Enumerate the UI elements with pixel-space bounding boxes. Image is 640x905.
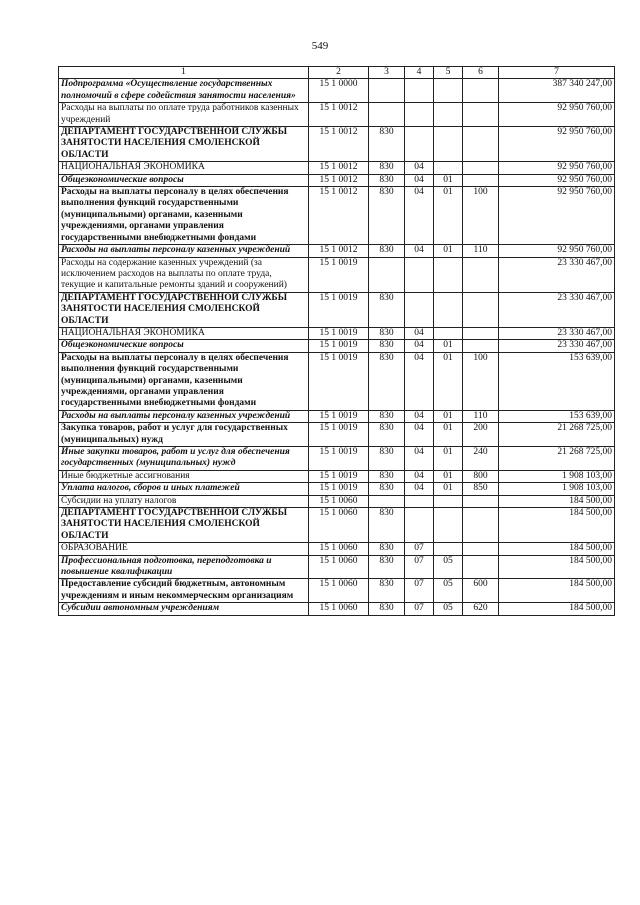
amount-cell: 92 950 760,00 [499, 127, 615, 162]
section-code-cell: 07 [405, 579, 434, 603]
admin-code-cell [369, 495, 405, 507]
expense-type-cell: 600 [463, 579, 499, 603]
table-row [59, 187, 615, 245]
section-code-cell [405, 508, 434, 543]
table-row [59, 245, 615, 257]
amount-cell: 184 500,00 [499, 603, 615, 615]
subsection-code-cell [434, 127, 463, 162]
table-row [59, 327, 615, 339]
expense-type-cell [463, 127, 499, 162]
target-code-cell: 15 1 0019 [309, 447, 369, 471]
table-row [59, 340, 615, 352]
section-code-cell: 07 [405, 555, 434, 579]
table-row [59, 103, 615, 127]
section-code-cell [405, 257, 434, 292]
amount-cell: 184 500,00 [499, 543, 615, 555]
admin-code-cell: 830 [369, 579, 405, 603]
target-code-cell: 15 1 0012 [309, 103, 369, 127]
expense-type-cell: 110 [463, 245, 499, 257]
target-code-cell: 15 1 0019 [309, 327, 369, 339]
expense-type-cell [463, 327, 499, 339]
admin-code-cell: 830 [369, 245, 405, 257]
subsection-code-cell: 01 [434, 340, 463, 352]
row-name-cell: Расходы на выплаты персоналу в целях обеспечения выполнения функций государственными (муниципальными) органами, казенными учреждениями, органами управления государственными внебюджетными фондами [59, 187, 309, 245]
expense-type-cell [463, 174, 499, 186]
row-name-cell: ОБРАЗОВАНИЕ [59, 543, 309, 555]
table-row [59, 292, 615, 327]
table-row [59, 603, 615, 615]
header-cell: 4 [405, 67, 434, 79]
target-code-cell: 15 1 0012 [309, 245, 369, 257]
section-code-cell: 04 [405, 483, 434, 495]
table-row [59, 579, 615, 603]
row-name-cell: Общеэкономические вопросы [59, 340, 309, 352]
row-name-cell: Расходы на выплаты по оплате труда работников казенных учреждений [59, 103, 309, 127]
admin-code-cell: 830 [369, 187, 405, 245]
admin-code-cell: 830 [369, 508, 405, 543]
row-name-cell: НАЦИОНАЛЬНАЯ ЭКОНОМИКА [59, 327, 309, 339]
admin-code-cell: 830 [369, 447, 405, 471]
expense-type-cell: 100 [463, 352, 499, 410]
subsection-code-cell [434, 327, 463, 339]
target-code-cell: 15 1 0060 [309, 508, 369, 543]
amount-cell: 1 908 103,00 [499, 483, 615, 495]
section-code-cell: 04 [405, 423, 434, 447]
admin-code-cell: 830 [369, 603, 405, 615]
admin-code-cell: 830 [369, 423, 405, 447]
subsection-code-cell: 01 [434, 423, 463, 447]
subsection-code-cell: 01 [434, 483, 463, 495]
table-row [59, 174, 615, 186]
amount-cell: 153 639,00 [499, 352, 615, 410]
page-number: 549 [311, 40, 329, 52]
subsection-code-cell [434, 292, 463, 327]
row-name-cell: ДЕПАРТАМЕНТ ГОСУДАРСТВЕННОЙ СЛУЖБЫ ЗАНЯТОСТИ НАСЕЛЕНИЯ СМОЛЕНСКОЙ ОБЛАСТИ [59, 127, 309, 162]
row-name-cell: Расходы на выплаты персоналу казенных учреждений [59, 245, 309, 257]
target-code-cell: 15 1 0012 [309, 187, 369, 245]
row-name-cell: Подпрограмма «Осуществление государственных полномочий в сфере содействия занятости населения» [59, 79, 309, 103]
section-code-cell: 04 [405, 470, 434, 482]
target-code-cell: 15 1 0019 [309, 470, 369, 482]
expense-type-cell [463, 162, 499, 174]
section-code-cell [405, 292, 434, 327]
admin-code-cell: 830 [369, 352, 405, 410]
expense-type-cell [463, 79, 499, 103]
amount-cell: 23 330 467,00 [499, 327, 615, 339]
subsection-code-cell [434, 543, 463, 555]
header-cell: 7 [499, 67, 615, 79]
header-cell: 5 [434, 67, 463, 79]
amount-cell: 21 268 725,00 [499, 423, 615, 447]
amount-cell: 23 330 467,00 [499, 292, 615, 327]
subsection-code-cell: 05 [434, 555, 463, 579]
budget-table [58, 66, 615, 616]
admin-code-cell: 830 [369, 340, 405, 352]
amount-cell: 92 950 760,00 [499, 245, 615, 257]
subsection-code-cell: 01 [434, 352, 463, 410]
table-row [59, 495, 615, 507]
admin-code-cell [369, 79, 405, 103]
subsection-code-cell: 01 [434, 470, 463, 482]
section-code-cell: 07 [405, 603, 434, 615]
section-code-cell: 04 [405, 174, 434, 186]
row-name-cell: Профессиональная подготовка, переподготовка и повышение квалификации [59, 555, 309, 579]
target-code-cell: 15 1 0019 [309, 340, 369, 352]
row-name-cell: НАЦИОНАЛЬНАЯ ЭКОНОМИКА [59, 162, 309, 174]
target-code-cell: 15 1 0060 [309, 603, 369, 615]
target-code-cell: 15 1 0019 [309, 292, 369, 327]
admin-code-cell: 830 [369, 555, 405, 579]
section-code-cell [405, 495, 434, 507]
expense-type-cell: 800 [463, 470, 499, 482]
target-code-cell: 15 1 0019 [309, 423, 369, 447]
subsection-code-cell [434, 508, 463, 543]
row-name-cell: Иные бюджетные ассигнования [59, 470, 309, 482]
target-code-cell: 15 1 0019 [309, 352, 369, 410]
row-name-cell: Уплата налогов, сборов и иных платежей [59, 483, 309, 495]
table-row [59, 555, 615, 579]
subsection-code-cell: 01 [434, 174, 463, 186]
target-code-cell: 15 1 0060 [309, 579, 369, 603]
section-code-cell: 04 [405, 410, 434, 422]
amount-cell: 184 500,00 [499, 508, 615, 543]
target-code-cell: 15 1 0060 [309, 555, 369, 579]
expense-type-cell [463, 543, 499, 555]
section-code-cell: 04 [405, 352, 434, 410]
subsection-code-cell [434, 103, 463, 127]
amount-cell: 92 950 760,00 [499, 174, 615, 186]
header-cell: 3 [369, 67, 405, 79]
subsection-code-cell: 01 [434, 245, 463, 257]
section-code-cell: 04 [405, 245, 434, 257]
admin-code-cell: 830 [369, 292, 405, 327]
header-cell: 2 [309, 67, 369, 79]
row-name-cell: ДЕПАРТАМЕНТ ГОСУДАРСТВЕННОЙ СЛУЖБЫ ЗАНЯТОСТИ НАСЕЛЕНИЯ СМОЛЕНСКОЙ ОБЛАСТИ [59, 292, 309, 327]
admin-code-cell: 830 [369, 127, 405, 162]
expense-type-cell [463, 340, 499, 352]
expense-type-cell [463, 555, 499, 579]
subsection-code-cell: 05 [434, 603, 463, 615]
section-code-cell: 04 [405, 327, 434, 339]
expense-type-cell: 850 [463, 483, 499, 495]
amount-cell: 23 330 467,00 [499, 257, 615, 292]
expense-type-cell [463, 495, 499, 507]
amount-cell: 92 950 760,00 [499, 162, 615, 174]
subsection-code-cell: 05 [434, 579, 463, 603]
table-row [59, 410, 615, 422]
admin-code-cell [369, 103, 405, 127]
admin-code-cell: 830 [369, 410, 405, 422]
table-row [59, 352, 615, 410]
expense-type-cell [463, 508, 499, 543]
row-name-cell: Предоставление субсидий бюджетным, автономным учреждениям и иным некоммерческим организациям [59, 579, 309, 603]
row-name-cell: Иные закупки товаров, работ и услуг для обеспечения государственных (муниципальных) нужд [59, 447, 309, 471]
row-name-cell: Общеэкономические вопросы [59, 174, 309, 186]
subsection-code-cell [434, 495, 463, 507]
table-row [59, 543, 615, 555]
amount-cell: 21 268 725,00 [499, 447, 615, 471]
expense-type-cell: 100 [463, 187, 499, 245]
table-body [59, 67, 615, 616]
subsection-code-cell: 01 [434, 447, 463, 471]
target-code-cell: 15 1 0060 [309, 543, 369, 555]
table-row [59, 508, 615, 543]
subsection-code-cell [434, 79, 463, 103]
admin-code-cell [369, 257, 405, 292]
table-row [59, 127, 615, 162]
table-row [59, 470, 615, 482]
section-code-cell: 04 [405, 340, 434, 352]
table-row [59, 257, 615, 292]
amount-cell: 92 950 760,00 [499, 103, 615, 127]
row-name-cell: ДЕПАРТАМЕНТ ГОСУДАРСТВЕННОЙ СЛУЖБЫ ЗАНЯТОСТИ НАСЕЛЕНИЯ СМОЛЕНСКОЙ ОБЛАСТИ [59, 508, 309, 543]
section-code-cell: 07 [405, 543, 434, 555]
target-code-cell: 15 1 0000 [309, 79, 369, 103]
section-code-cell: 04 [405, 187, 434, 245]
section-code-cell: 04 [405, 447, 434, 471]
amount-cell: 1 908 103,00 [499, 470, 615, 482]
subsection-code-cell: 01 [434, 410, 463, 422]
target-code-cell: 15 1 0019 [309, 483, 369, 495]
expense-type-cell: 620 [463, 603, 499, 615]
amount-cell: 23 330 467,00 [499, 340, 615, 352]
expense-type-cell [463, 103, 499, 127]
row-name-cell: Субсидии автономным учреждениям [59, 603, 309, 615]
header-cell: 1 [59, 67, 309, 79]
amount-cell: 184 500,00 [499, 579, 615, 603]
target-code-cell: 15 1 0012 [309, 174, 369, 186]
expense-type-cell [463, 292, 499, 327]
target-code-cell: 15 1 0012 [309, 162, 369, 174]
section-code-cell [405, 103, 434, 127]
header-cell: 6 [463, 67, 499, 79]
table-row [59, 483, 615, 495]
target-code-cell: 15 1 0019 [309, 257, 369, 292]
subsection-code-cell [434, 257, 463, 292]
admin-code-cell: 830 [369, 483, 405, 495]
row-name-cell: Субсидии на уплату налогов [59, 495, 309, 507]
subsection-code-cell: 01 [434, 187, 463, 245]
row-name-cell: Расходы на содержание казенных учреждений (за исключением расходов на выплаты по оплате труда, текущие и капитальные ремонты зданий и сооружений) [59, 257, 309, 292]
admin-code-cell: 830 [369, 162, 405, 174]
table-row [59, 79, 615, 103]
admin-code-cell: 830 [369, 327, 405, 339]
target-code-cell: 15 1 0019 [309, 410, 369, 422]
admin-code-cell: 830 [369, 543, 405, 555]
row-name-cell: Закупка товаров, работ и услуг для государственных (муниципальных) нужд [59, 423, 309, 447]
row-name-cell: Расходы на выплаты персоналу в целях обеспечения выполнения функций государственными (муниципальными) органами, казенными учреждениями, органами управления государственными внебюджетными фондами [59, 352, 309, 410]
row-name-cell: Расходы на выплаты персоналу казенных учреждений [59, 410, 309, 422]
table-row [59, 447, 615, 471]
table-header-row [59, 67, 615, 79]
amount-cell: 387 340 247,00 [499, 79, 615, 103]
section-code-cell [405, 79, 434, 103]
amount-cell: 153 639,00 [499, 410, 615, 422]
amount-cell: 92 950 760,00 [499, 187, 615, 245]
table-row [59, 423, 615, 447]
subsection-code-cell [434, 162, 463, 174]
expense-type-cell: 110 [463, 410, 499, 422]
table-row [59, 162, 615, 174]
section-code-cell: 04 [405, 162, 434, 174]
expense-type-cell [463, 257, 499, 292]
admin-code-cell: 830 [369, 470, 405, 482]
expense-type-cell: 240 [463, 447, 499, 471]
expense-type-cell: 200 [463, 423, 499, 447]
target-code-cell: 15 1 0012 [309, 127, 369, 162]
admin-code-cell: 830 [369, 174, 405, 186]
target-code-cell: 15 1 0060 [309, 495, 369, 507]
section-code-cell [405, 127, 434, 162]
amount-cell: 184 500,00 [499, 555, 615, 579]
amount-cell: 184 500,00 [499, 495, 615, 507]
